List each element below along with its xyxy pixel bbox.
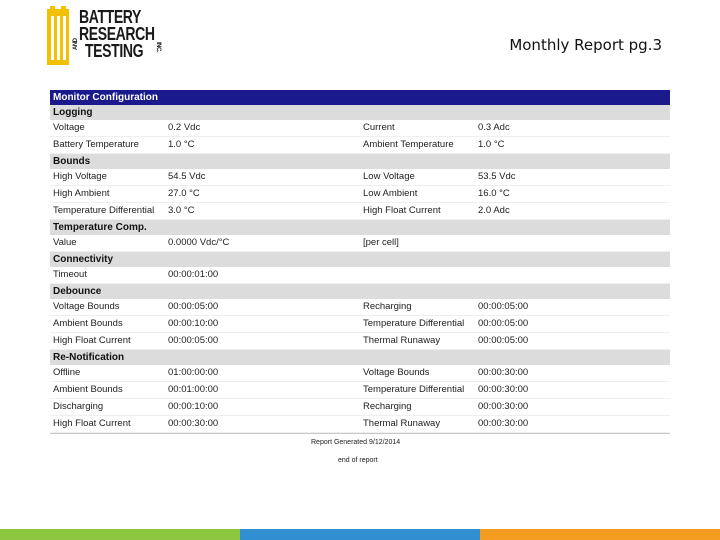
table-row [50,416,670,433]
row-label-2: Low Ambient [363,188,418,199]
company-logo [46,6,161,66]
row-label: Timeout [53,269,87,280]
footer-color-band [0,529,720,540]
logo-and: AND [73,38,79,50]
battery-logo-icon [46,6,72,66]
band-blue [240,529,480,540]
row-label-2: [per cell] [363,237,399,248]
row-value: 0.0000 Vdc/°C [168,237,230,248]
row-value: 00:00:05:00 [168,335,219,346]
row-label-2: Low Voltage [363,171,415,182]
row-value: 00:00:10:00 [168,318,219,329]
row-label: Value [53,237,77,248]
row-value-2: 16.0 °C [478,188,510,199]
row-value: 00:00:05:00 [168,301,219,312]
row-value-2: 00:00:30:00 [478,401,529,412]
row-label: High Voltage [53,171,107,182]
row-value-2: 2.0 Adc [478,205,510,216]
table-row [50,203,670,220]
table-row [50,186,670,203]
section-header: Debounce [50,284,670,299]
row-label-2: Thermal Runaway [363,335,441,346]
table-row [50,137,670,154]
row-label-2: Recharging [363,301,412,312]
monitor-configuration-table [50,90,670,434]
row-value-2: 00:00:30:00 [478,384,529,395]
row-label: Voltage [53,122,85,133]
section-header: Connectivity [50,252,670,267]
table-row [50,316,670,333]
band-orange [480,529,720,540]
table-title: Monitor Configuration [50,90,670,105]
table-row [50,382,670,399]
row-label-2: Temperature Differential [363,384,465,395]
section-header: Re-Notification [50,350,670,365]
row-value-2: 00:00:05:00 [478,335,529,346]
row-label-2: Current [363,122,395,133]
row-value-2: 1.0 °C [478,139,505,150]
row-label: High Ambient [53,188,110,199]
section-header: Logging [50,105,670,120]
row-label-2: Recharging [363,401,412,412]
row-value: 3.0 °C [168,205,195,216]
row-label: Offline [53,367,81,378]
row-value: 00:00:01:00 [168,269,219,280]
row-label: High Float Current [53,418,131,429]
row-label: Temperature Differential [53,205,155,216]
row-value-2: 00:00:30:00 [478,367,529,378]
logo-line-testing: TESTING [85,41,144,61]
table-row [50,267,670,284]
row-label-2: Thermal Runaway [363,418,441,429]
section-header: Temperature Comp. [50,220,670,235]
row-label-2: Voltage Bounds [363,367,430,378]
table-row [50,235,670,252]
row-value: 00:00:30:00 [168,418,219,429]
table-end-divider [50,433,670,434]
page-title: Monthly Report pg.3 [509,36,662,54]
table-row [50,399,670,416]
row-value-2: 0.3 Adc [478,122,510,133]
row-value-2: 00:00:05:00 [478,318,529,329]
row-value: 01:00:00:00 [168,367,219,378]
table-row [50,120,670,137]
row-value: 27.0 °C [168,188,200,199]
row-value: 00:01:00:00 [168,384,219,395]
report-generated-text: Report Generated 9/12/2014 [311,439,401,446]
table-row [50,299,670,316]
row-value-2: 00:00:05:00 [478,301,529,312]
table-row [50,333,670,350]
section-header: Bounds [50,154,670,169]
logo-inc: INC. [155,42,161,52]
end-of-report-text: end of report [338,457,378,464]
logo-line-battery: BATTERY [79,7,142,27]
row-value: 00:00:10:00 [168,401,219,412]
table-body [50,105,670,433]
row-label-2: High Float Current [363,205,441,216]
row-label: Voltage Bounds [53,301,120,312]
row-value: 0.2 Vdc [168,122,201,133]
row-value-2: 00:00:30:00 [478,418,529,429]
row-label: Discharging [53,401,104,412]
band-green [0,529,240,540]
table-row [50,169,670,186]
row-label-2: Ambient Temperature [363,139,454,150]
row-label: High Float Current [53,335,131,346]
row-label: Ambient Bounds [53,318,123,329]
row-value-2: 53.5 Vdc [478,171,516,182]
row-label: Ambient Bounds [53,384,123,395]
row-value: 54.5 Vdc [168,171,206,182]
table-row [50,365,670,382]
row-label-2: Temperature Differential [363,318,465,329]
row-value: 1.0 °C [168,139,195,150]
row-label: Battery Temperature [53,139,139,150]
logo-line-research: RESEARCH [79,24,155,44]
